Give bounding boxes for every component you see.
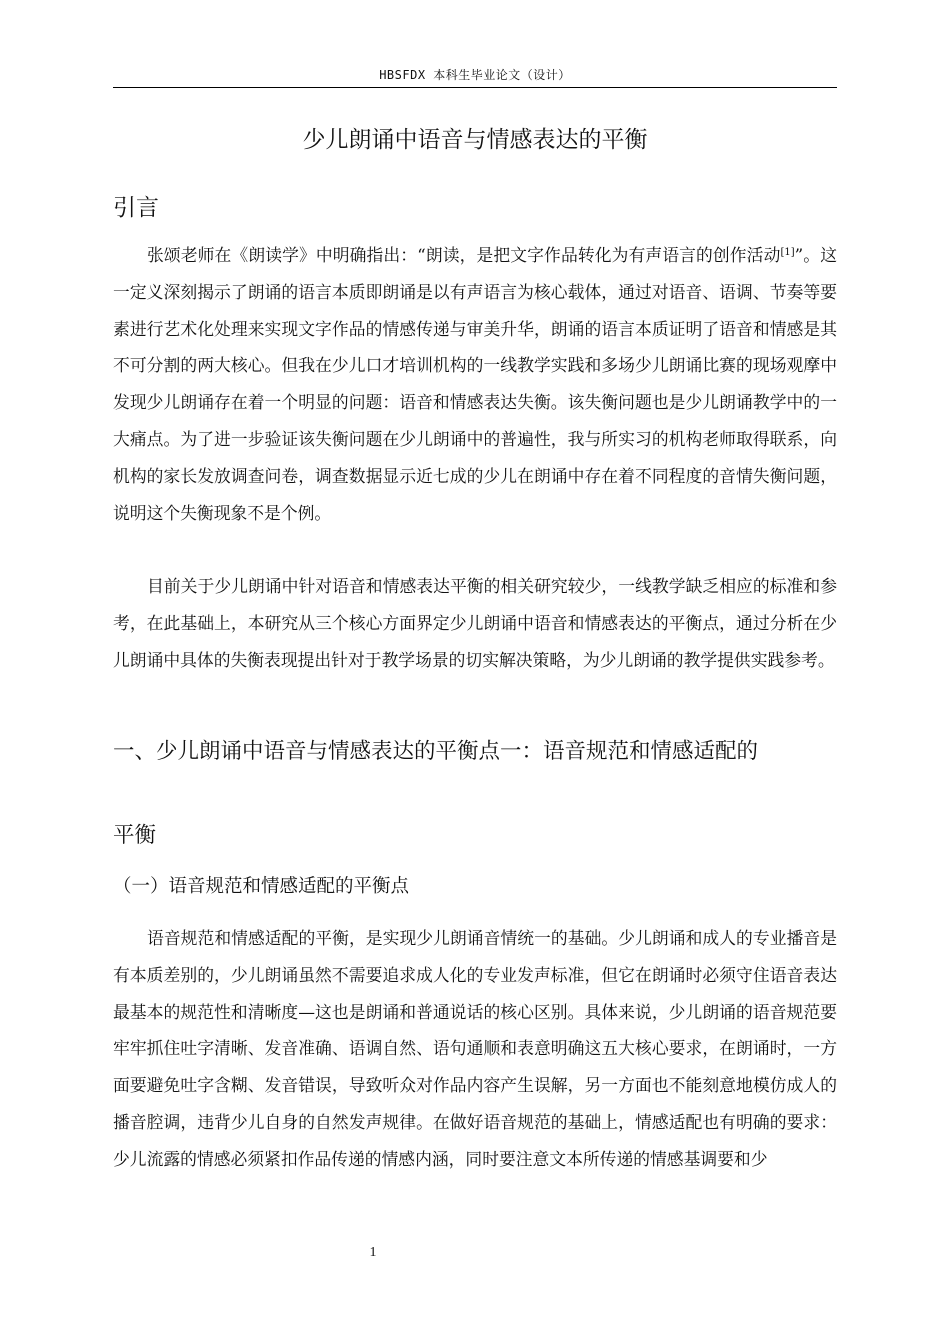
intro-paragraph-2: 目前关于少儿朗诵中针对语音和情感表达平衡的相关研究较少，一线教学缺乏相应的标准和参考，在此基础上，本研究从三个核心方面界定少儿朗诵中语音和情感表达的平衡点，通过分析在少儿朗诵中具体的失衡表现提出针对于教学场景的切实解决策略，为少儿朗诵的教学提供实践参考。 [113,576,837,670]
running-header: HBSFDX 本科生毕业论文（设计） [379,68,571,82]
intro-paragraph-1-text-cont: ”。这一定义深刻揭示了朗诵的语言本质即朗诵是以有声语言为核心载体，通过对语音、语调、节奏等要素进行艺术化处理来实现文字作品的情感传递与审美升华，朗诵的语言本质证明了语音和情感是其不可分割的两大核心。但我在少儿口才培训机构的一线教学实践和多场少儿朗诵比赛的现场观摩中发现少儿朗诵存在着一个明显的问题：语音和情感表达失衡。该失衡问题也是少儿朗诵教学中的一大痛点。为了进一步验证该失衡问题在少儿朗诵中的普遍性，我与所实习的机构老师取得联系，向机构的家长发放调查问卷，调查数据显示近七成的少儿在朗诵中存在着不同程度的音情失衡问题，说明这个失衡现象不是个例。 [113,245,837,523]
subsection-1-paragraph-1: 语音规范和情感适配的平衡，是实现少儿朗诵音情统一的基础。少儿朗诵和成人的专业播音是有本质差别的，少儿朗诵虽然不需要追求成人化的专业发声标准，但它在朗诵时必须守住语音表达最基本的规范性和清晰度—这也是朗诵和普通说话的核心区别。具体来说，少儿朗诵的语音规范要牢牢抓住吐字清晰、发音准确、语调自然、语句通顺和表意明确这五大核心要求，在朗诵时，一方面要避免吐字含糊、发音错误，导致听众对作品内容产生误解，另一方面也不能刻意地模仿成人的播音腔调，违背少儿自身的自然发声规律。在做好语音规范的基础上，情感适配也有明确的要求：少儿流露的情感必须紧扣作品传递的情感内涵，同时要注意文本所传递的情感基调要和少 [113,928,837,1169]
chapter-1-heading [113,710,837,878]
page-title: 少儿朗诵中语音与情感表达的平衡 [302,127,648,153]
page-number: 1 [369,1245,377,1260]
subsection-1-heading: （一）语音规范和情感适配的平衡点 [113,876,410,897]
intro-paragraph-1 [113,237,837,531]
header-rule [113,87,837,88]
chapter-1-heading-line-1: 一、少儿朗诵中语音与情感表达的平衡点一：语音规范和情感适配的 [113,739,759,764]
chapter-1-heading-line-2: 平衡 [113,823,157,848]
intro-paragraph-1-text: 张颂老师在《朗读学》中明确指出：“朗读，是把文字作品转化为有声语言的创作活动 [147,245,781,265]
citation-ref: [1] [780,247,795,258]
intro-heading: 引言 [113,195,159,221]
